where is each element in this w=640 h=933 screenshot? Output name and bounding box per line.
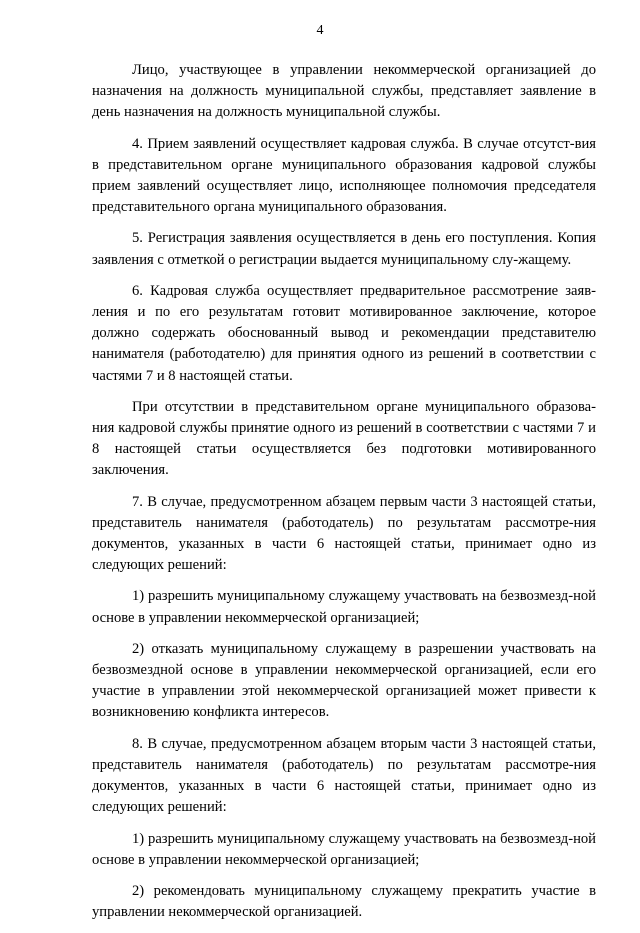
paragraph-8: 8. В случае, предусмотренном абзацем вторым части 3 настоящей статьи, представитель нанимателя (работодатель) по результатам рассмотре-ния документов, указанных в части 6 настоящей статьи, принимает одно из следующих решений:: [92, 735, 596, 816]
paragraph-6: 6. Кадровая служба осуществляет предварительное рассмотрение заяв-ления и по его результатам готовит мотивированное заключение, которое должно содержать обоснованный вывод и рекомендации представителю нанимателя (работодателю) для принятия одного из решений в соответствии с частями 7 и 8 настоящей статьи.: [92, 282, 596, 384]
paragraph-4: 4. Прием заявлений осуществляет кадровая служба. В случае отсутст-вия в представительном органе муниципального образования кадровой службы прием заявлений осуществляет лицо, исполняющее полномочия председателя представительного органа муниципального образования.: [92, 135, 596, 216]
paragraph-intro: Лицо, участвующее в управлении некоммерческой организацией до назначения на должность муниципальной службы, представляет заявление в день назначения на должность муниципальной службы.: [92, 62, 596, 121]
paragraph-7-item-1: 1) разрешить муниципальному служащему участвовать на безвозмезд-ной основе в управлении некоммерческой организацией;: [92, 588, 596, 626]
paragraph-8-item-1: 1) разрешить муниципальному служащему участвовать на безвозмезд-ной основе в управлении некоммерческой организацией;: [92, 830, 596, 868]
paragraph-5: 5. Регистрация заявления осуществляется в день его поступления. Копия заявления с отметкой о регистрации выдается муниципальному слу-жащему.: [92, 230, 596, 268]
paragraph-8-item-2: 2) рекомендовать муниципальному служащему прекратить участие в управлении некоммерческой организацией.: [92, 882, 596, 921]
page-number: 4: [316, 23, 324, 38]
paragraph-7: 7. В случае, предусмотренном абзацем первым части 3 настоящей статьи, представитель нанимателя (работодатель) по результатам рассмотре-ния документов, указанных в части 6 настоящей статьи, принимает одно из следующих решений:: [92, 493, 596, 574]
paragraph-6-note: При отсутствии в представительном органе муниципального образова-ния кадровой службы принятие одного из решений в соответствии с частями 7 и 8 настоящей статьи осуществляется без подготовки мотивированного заключения.: [92, 398, 596, 479]
paragraph-7-item-2: 2) отказать муниципальному служащему в разрешении участвовать на безвозмездной основе в управлении некоммерческой организацией, если его участие в управлении этой некоммерческой организацией может привести к возникновению конфликта интересов.: [92, 640, 596, 721]
document-body: [92, 60, 596, 933]
